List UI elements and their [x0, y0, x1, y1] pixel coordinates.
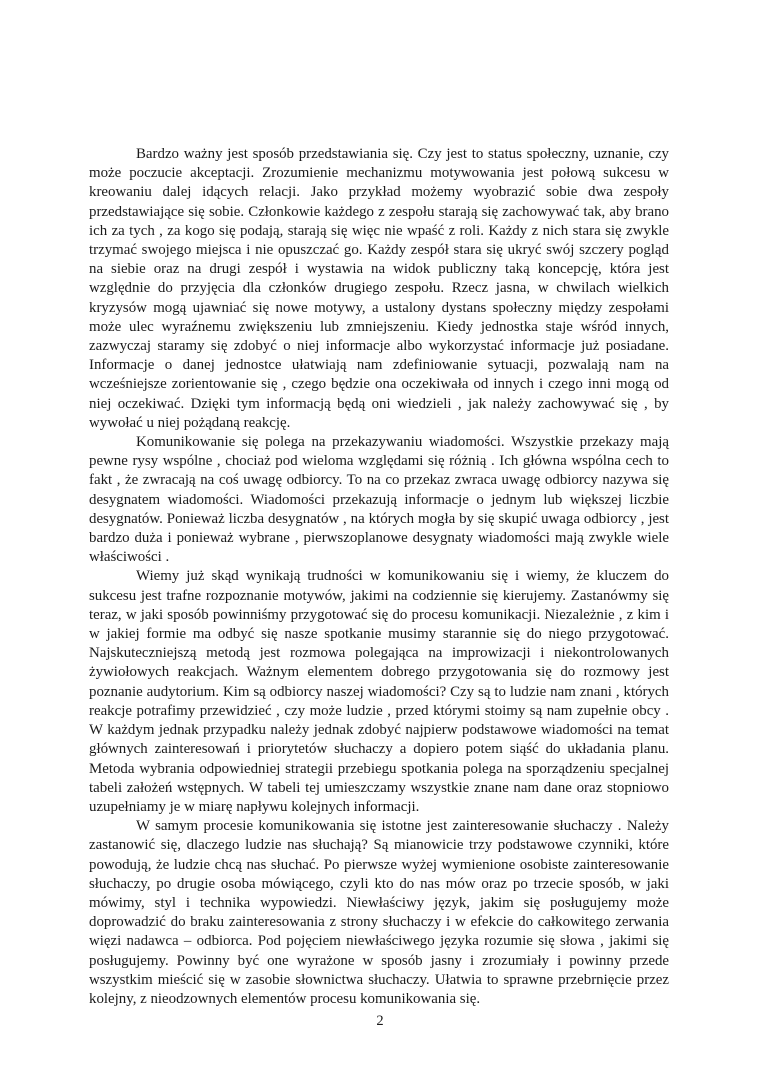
paragraph-listener-interest: W samym procesie komunikowania się istotne jest zainteresowanie słuchaczy . Należy zastanowić się, dlaczego ludzie nas słuchają? Są mianowicie trzy podstawowe czynniki, które powodują, że ludzie chcą nas słuchać. Po pierwsze wyżej wymienione osobiste zainteresowanie słuchaczy, po drugie osoba mówiącego, czyli kto do nas mów oraz po trzecie sposób, w jaki mówimy, styl i technika wypowiedzi. Niewłaściwy język, jakim się posługujemy może doprowadzić do braku zainteresowania z strony słuchaczy i w efekcie do całkowitego zerwania więzi nadawca – odbiorca. Pod pojęciem niewłaściwego języka rozumie się słowa , jakimi się posługujemy. Powinny być one wyrażone w sposób jasny i zrozumiały i powinny przede wszystkim mieścić się w zasobie słownictwa słuchaczy. Ułatwia to sprawne przebrnięcie przez kolejny, z nieodzownych elementów procesu komunikowania się.: [89, 818, 669, 1007]
paragraph-self-presentation: Bardzo ważny jest sposób przedstawiania się. Czy jest to status społeczny, uznanie, czy może poczucie akceptacji. Zrozumienie mechanizmu motywowania jest połową sukcesu w kreowaniu dalej idących relacji. Jako przykład możemy wyobrazić sobie dwa zespoły przedstawiające się sobie. Członkowie każdego z zespołu starają się zachowywać tak, aby brano ich za tych , za kogo się podają, starają się więc nie wpaść z roli. Każdy z nich stara się zwykle trzymać swojego miejsca i nie opuszczać go. Każdy zespół stara się ukryć swój szczery pogląd na siebie oraz na drugi zespół i wystawia na widok publiczny taką koncepcję, która jest względnie do przyjęcia dla członków drugiego zespołu. Rzecz jasna, w chwilach wielkich kryzysów mogą ujawniać się nowe motywy, a ustalony dystans społeczny między zespołami może ulec wyraźnemu zwiększeniu lub zmniejszeniu. Kiedy jednostka staje wśród innych, zazwyczaj staramy się zdobyć o niej informacje albo wykorzystać informacje już posiadane. Informacje o danej jednostce ułatwiają nam zdefiniowanie sytuacji, pozwalają nam na wcześniejsze zorientowanie się , czego będzie ona oczekiwała od innych i czego inni mogą od niej oczekiwać. Dzięki tym informacją będą oni wiedzieli , jak należy zachowywać się , by wywołać u niej pożądaną reakcję.: [89, 146, 669, 431]
paragraph-preparation: Wiemy już skąd wynikają trudności w komunikowaniu się i wiemy, że kluczem do sukcesu jest trafne rozpoznanie motywów, jakimi na codziennie się kierujemy. Zastanówmy się teraz, w jaki sposób powinniśmy przygotować się do procesu komunikacji. Niezależnie , z kim i w jakiej formie ma odbyć się nasze spotkanie musimy starannie się do niego przygotować. Najskuteczniejszą metodą jest rozmowa polegająca na improwizacji i niekontrolowanych żywiołowych reakcjach. Ważnym elementem dobrego przygotowania się do rozmowy jest poznanie audytorium. Kim są odbiorcy naszej wiadomości? Czy są to ludzie nam znani , których reakcje potrafimy przewidzieć , czy może ludzie , przed którymi stoimy są nam zupełnie obcy . W każdym jednak przypadku należy jednak zdobyć najpierw podstawowe wiadomości na temat głównych zainteresowań i priorytetów słuchaczy a dopiero potem siąść do układania planu. Metoda wybrania odpowiedniej strategii przebiegu spotkania polega na sporządzeniu specjalnej tabeli założeń wstępnych. W tabeli tej umieszczamy wszystkie znane nam dane oraz stopniowo uzupełniamy je w miarę napływu kolejnych informacji.: [89, 568, 669, 815]
page-number: 2: [376, 1013, 384, 1029]
paragraph-message-transfer: Komunikowanie się polega na przekazywaniu wiadomości. Wszystkie przekazy mają pewne rysy wspólne , chociaż pod wieloma względami się różnią . Ich główna wspólna cech to fakt , że zwracają na coś uwagę odbiorcy. To na co przekaz zwraca uwagę odbiorcy nazywa się desygnatem wiadomości. Wiadomości przekazują informacje o jednym lub większej liczbie desygnatów. Ponieważ liczba desygnatów , na których mogła by się skupić uwaga odbiorcy , jest bardzo duża i ponieważ wybrane , pierwszoplanowe desygnaty wiadomości mają zwykle wiele właściwości .: [89, 434, 669, 566]
body-text: [89, 145, 669, 1009]
